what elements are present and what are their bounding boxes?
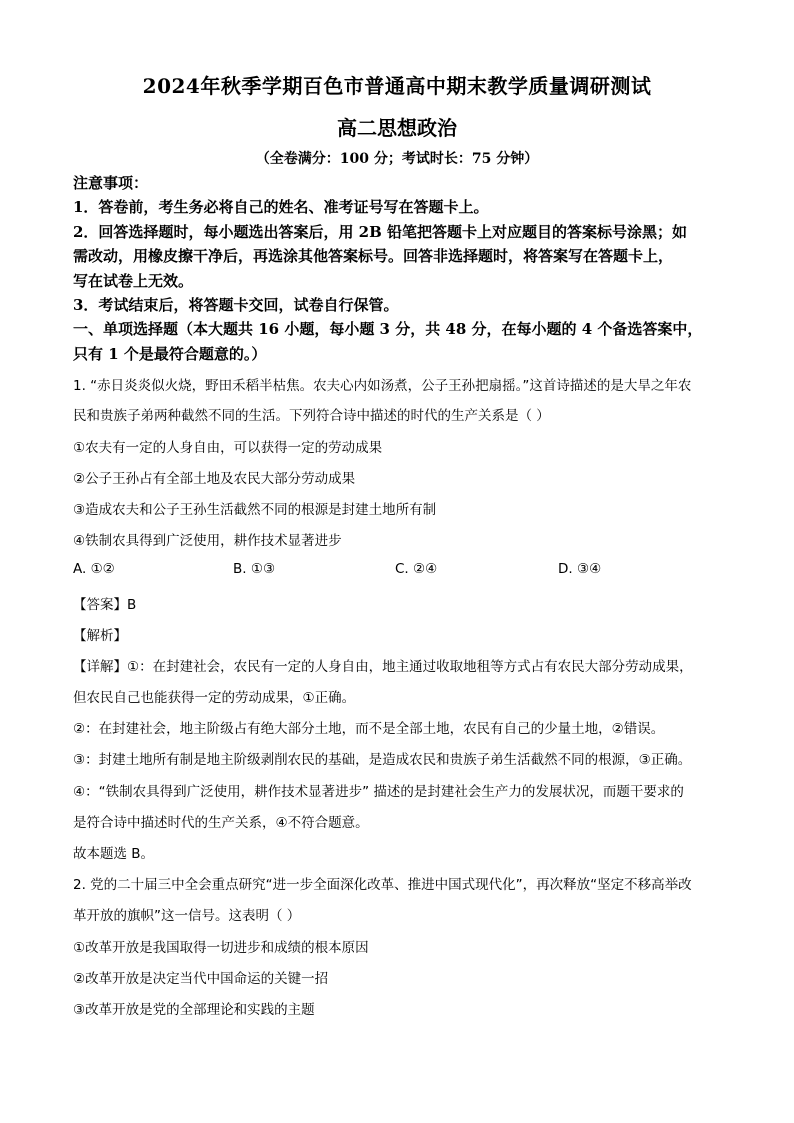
q1-statement: ④铁制农具得到广泛使用，耕作技术显著进步 bbox=[73, 533, 342, 549]
q1-explanation: 【详解】①：在封建社会，农民有一定的人身自由，地主通过收取地租等方式占有农民大部分劳动成果， bbox=[73, 659, 693, 675]
q1-options bbox=[73, 561, 733, 581]
section-heading-cont: 只有 1 个是最符合题意的。） bbox=[73, 345, 267, 363]
exam-info: （全卷满分：100 分；考试时长：75 分钟） bbox=[255, 151, 539, 167]
q2-statement: ②改革开放是决定当代中国命运的关键一招 bbox=[73, 971, 329, 987]
q1-statement: ③造成农夫和公子王孙生活截然不同的根源是封建土地所有制 bbox=[73, 502, 437, 518]
q1-explanation: 但农民自己也能获得一定的劳动成果，①正确。 bbox=[73, 690, 356, 706]
q2-statement: ③改革开放是党的全部理论和实践的主题 bbox=[73, 1002, 315, 1018]
exam-title: 2024年秋季学期百色市普通高中期末教学质量调研测试 bbox=[142, 74, 652, 98]
notice-line: 写在试卷上无效。 bbox=[73, 272, 194, 290]
q1-explanation: ②：在封建社会，地主阶级占有绝大部分土地，而不是全部土地，农民有自己的少量土地，②错误。 bbox=[73, 721, 665, 737]
q1-option-c: C. ②④ bbox=[395, 561, 438, 577]
q1-statement: ②公子王孙占有全部土地及农民大部分劳动成果 bbox=[73, 471, 356, 487]
notice-heading: 注意事项： bbox=[73, 174, 149, 192]
q1-explanation: ④：“铁制农具得到广泛使用，耕作技术显著进步” 描述的是封建社会生产力的发展状况，而题干要求的 bbox=[73, 784, 684, 800]
q1-analysis-label: 【解析】 bbox=[73, 628, 127, 644]
q1-explanation: 是符合诗中描述时代的生产关系，④不符合题意。 bbox=[73, 815, 369, 831]
q2-stem: 革开放的旗帜”这一信号。这表明（ ） bbox=[73, 908, 301, 924]
q1-option-b: B. ①③ bbox=[233, 561, 276, 577]
q2-stem: 2. 党的二十届三中全会重点研究“进一步全面深化改革、推进中国式现代化”，再次释放“坚定不移高举改 bbox=[73, 877, 692, 893]
q1-conclusion: 故本题选 B。 bbox=[73, 846, 155, 862]
q1-option-a: A. ①② bbox=[73, 561, 115, 577]
notice-line: 2．回答选择题时，每小题选出答案后，用 2B 铅笔把答题卡上对应题目的答案标号涂黑；如 bbox=[73, 223, 688, 241]
notice-line: 1．答卷前，考生务必将自己的姓名、准考证号写在答题卡上。 bbox=[73, 198, 489, 216]
notice-line: 3．考试结束后，将答题卡交回，试卷自行保管。 bbox=[73, 296, 399, 314]
subject-title: 高二思想政治 bbox=[337, 116, 457, 140]
q1-stem: 民和贵族子弟两种截然不同的生活。下列符合诗中描述的时代的生产关系是（ ） bbox=[73, 408, 550, 424]
q2-statement: ①改革开放是我国取得一切进步和成绩的根本原因 bbox=[73, 940, 369, 956]
q1-stem: 1. “赤日炎炎似火烧，野田禾稻半枯焦。农夫心内如汤煮，公子王孙把扇摇。”这首诗描述的是大旱之年农 bbox=[73, 378, 692, 394]
q1-explanation: ③：封建土地所有制是地主阶级剥削农民的基础，是造成农民和贵族子弟生活截然不同的根源，③正确。 bbox=[73, 752, 692, 768]
q1-statement: ①农夫有一定的人身自由，可以获得一定的劳动成果 bbox=[73, 440, 383, 456]
section-heading: 一、单项选择题（本大题共 16 小题，每小题 3 分，共 48 分，在每小题的 4 个备选答案中， bbox=[73, 320, 703, 338]
q1-answer: 【答案】B bbox=[73, 597, 137, 613]
notice-line: 需改动，用橡皮擦干净后，再选涂其他答案标号。回答非选择题时，将答案写在答题卡上， bbox=[73, 247, 674, 265]
q1-option-d: D. ③④ bbox=[558, 561, 602, 577]
